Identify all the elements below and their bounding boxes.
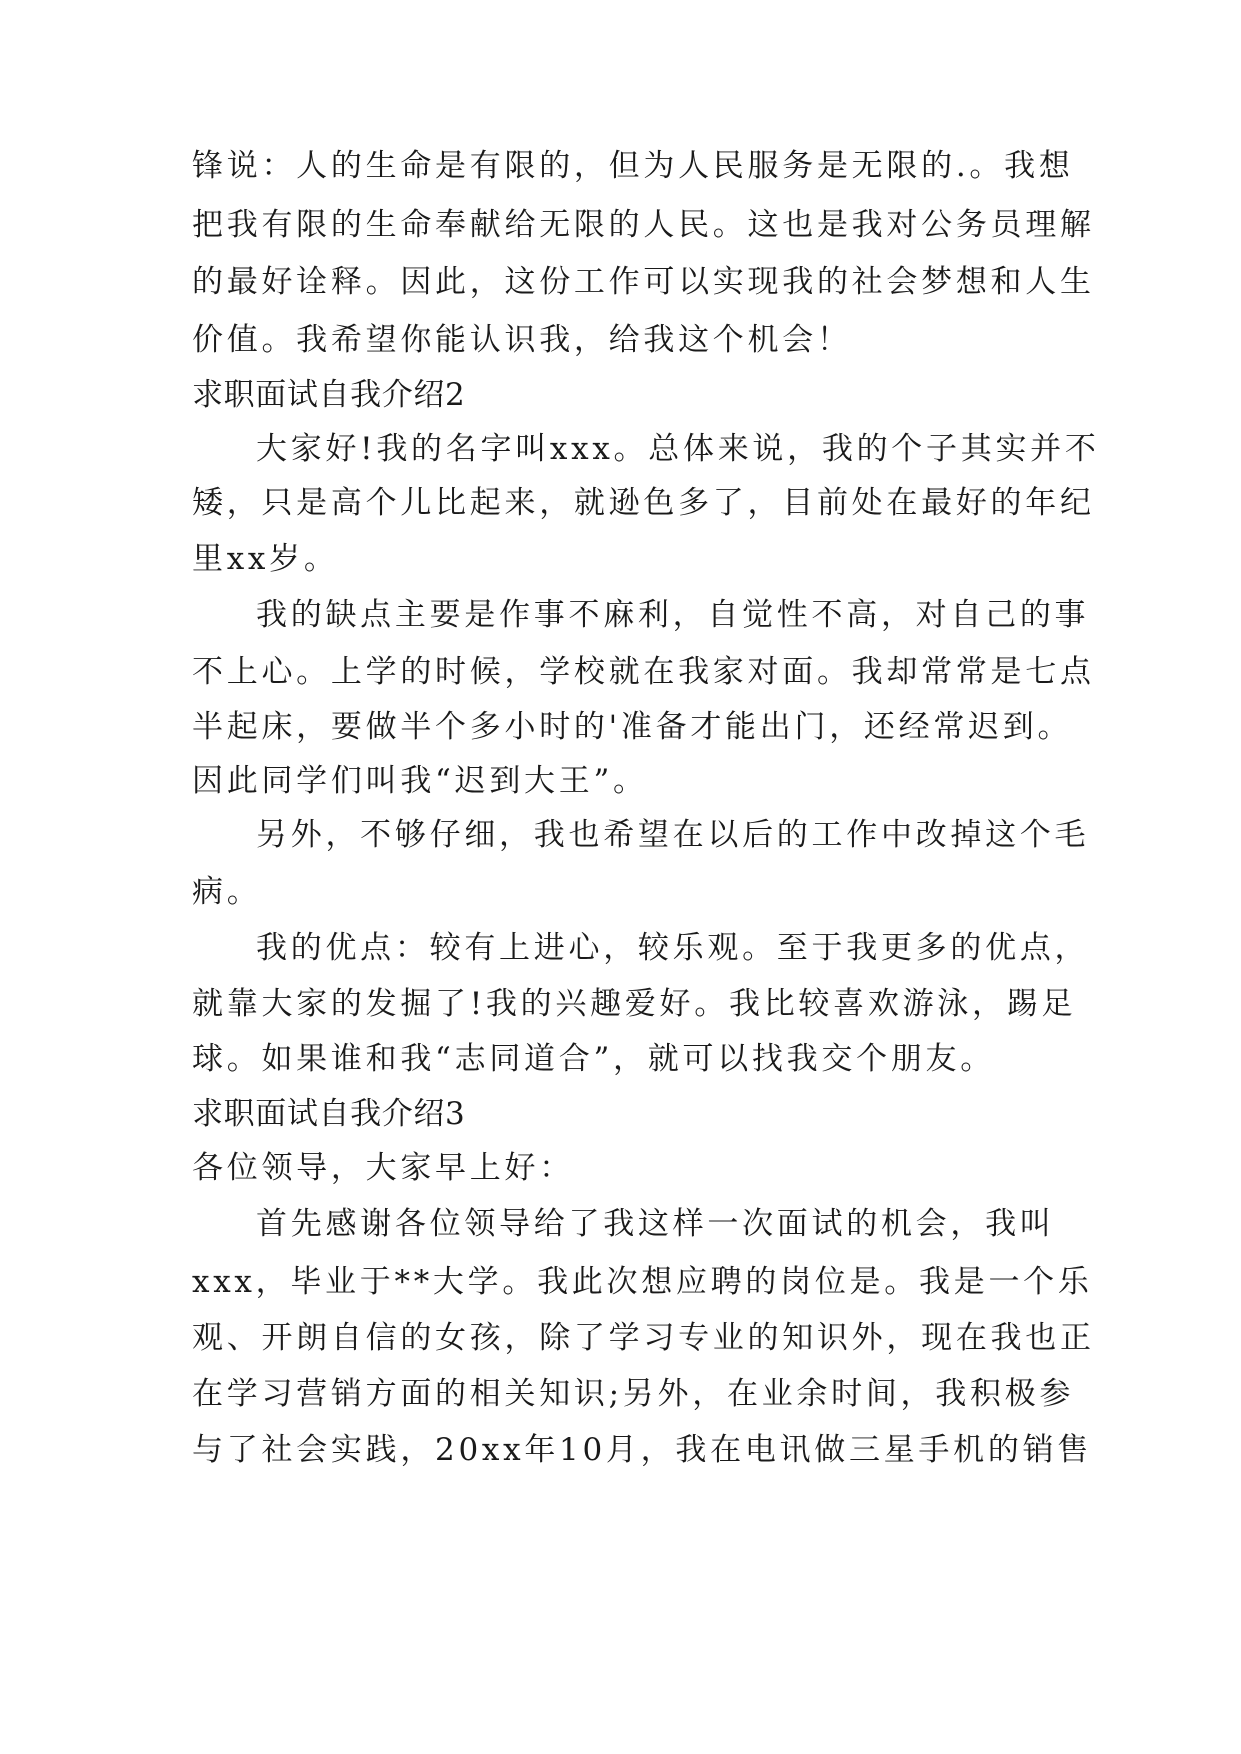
paragraph-first-line: 我的缺点主要是作事不麻利，自觉性不高，对自己的事 [256,597,1090,633]
greeting-line: 各位领导，大家早上好： [192,1150,574,1186]
body-line: 不上心。上学的时候，学校就在我家对面。我却常常是七点 [192,654,1095,690]
body-line: 观、开朗自信的女孩，除了学习专业的知识外，现在我也正 [192,1320,1095,1356]
body-line: 价值。我希望你能认识我，给我这个机会！ [192,322,852,358]
body-line: 球。如果谁和我“志同道合”，就可以找我交个朋友。 [192,1041,995,1077]
body-line: xxx，毕业于**大学。我此次想应聘的岗位是。我是一个乐 [192,1264,1093,1300]
body-line: 在学习营销方面的相关知识;另外，在业余时间，我积极参 [192,1376,1075,1412]
section-heading: 求职面试自我介绍2 [192,377,466,413]
body-line: 就靠大家的发掘了!我的兴趣爱好。我比较喜欢游泳，踢足 [192,986,1077,1022]
body-line: 里xx岁。 [192,541,339,577]
body-line: 矮，只是高个儿比起来，就逊色多了，目前处在最好的年纪 [192,485,1095,521]
body-line: 把我有限的生命奉献给无限的人民。这也是我对公务员理解 [192,207,1095,243]
body-line: 因此同学们叫我“迟到大王”。 [192,763,648,799]
paragraph-first-line: 大家好!我的名字叫xxx。总体来说，我的个子其实并不 [256,431,1100,467]
body-line: 锋说：人的生命是有限的，但为人民服务是无限的.。我想 [192,148,1074,184]
body-line: 病。 [192,874,262,910]
paragraph-first-line: 我的优点：较有上进心，较乐观。至于我更多的优点， [256,930,1090,966]
section-heading: 求职面试自我介绍3 [192,1096,466,1132]
body-line: 的最好诠释。因此，这份工作可以实现我的社会梦想和人生 [192,264,1095,300]
body-line: 半起床，要做半个多小时的'准备才能出门，还经常迟到。 [192,709,1073,745]
body-line: 与了社会实践，20xx年10月，我在电讯做三星手机的销售 [192,1432,1093,1468]
paragraph-first-line: 另外，不够仔细，我也希望在以后的工作中改掉这个毛 [256,817,1090,853]
paragraph-first-line: 首先感谢各位领导给了我这样一次面试的机会，我叫 [256,1206,1055,1242]
